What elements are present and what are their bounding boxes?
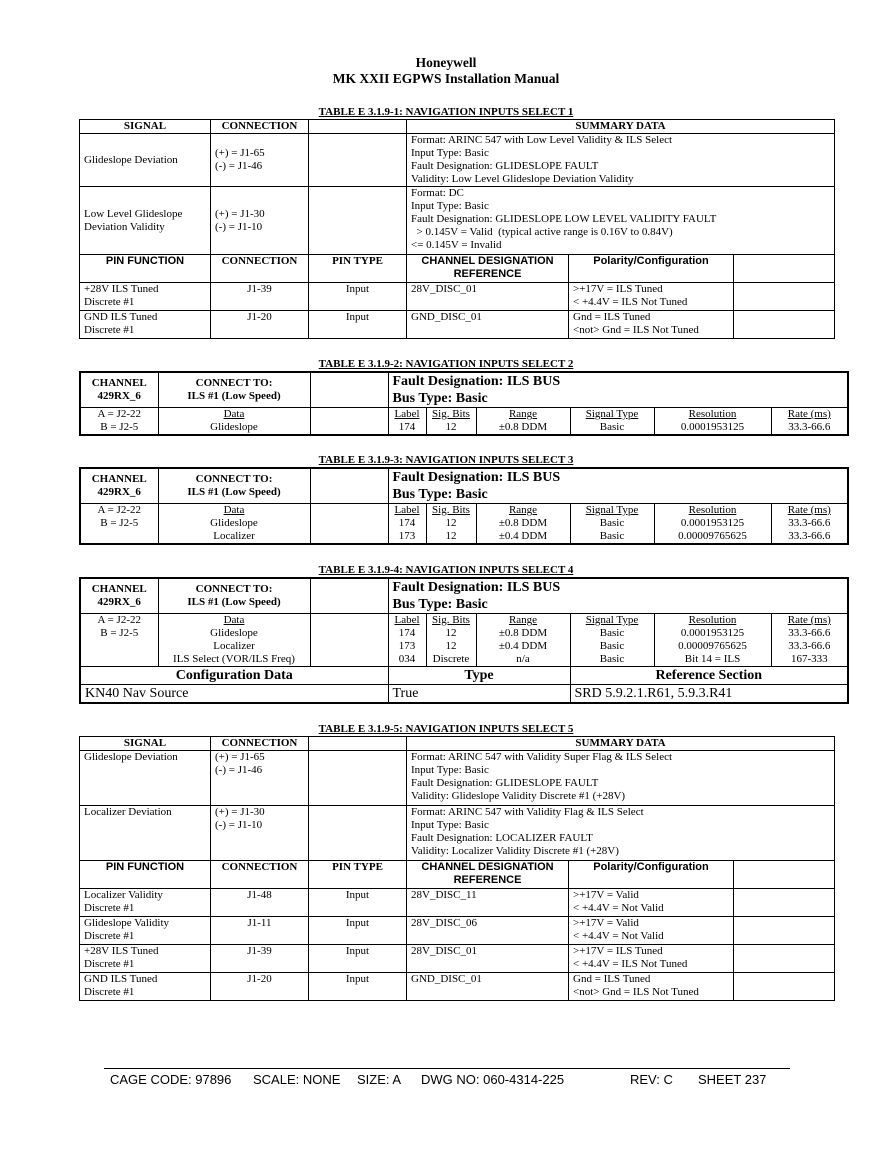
label-cell: 173 (388, 530, 426, 544)
col-header-pin-function: PIN FUNCTION (80, 255, 211, 283)
blank-cell (310, 504, 388, 518)
pin-type-cell: Input (309, 917, 407, 945)
blank-cell (734, 861, 835, 889)
summary-cell: Format: ARINC 547 with Validity Super Flag & ILS Select Input Type: Basic Fault Designation: GLIDESLOPE FAULT Validity: Glideslope Validity Discrete #1 (+28V) (407, 751, 835, 806)
pin-type-cell: Input (309, 945, 407, 973)
table-row (80, 751, 835, 806)
col-header-label: Label (388, 504, 426, 518)
signal-type-cell: Basic (570, 640, 654, 653)
col-header-data: Data (158, 504, 310, 518)
resolution-cell: 0.0001953125 (654, 421, 771, 435)
pin-connection-cell: J1-39 (211, 945, 309, 973)
col-header-label: Label (388, 408, 426, 422)
summary-cell: Format: ARINC 547 with Validity Flag & ILS Select Input Type: Basic Fault Designation: LOCALIZER FAULT Validity: Localizer Validity Discrete #1 (+28V) (407, 806, 835, 861)
fault-designation: Fault Designation: ILS BUS (392, 374, 561, 389)
pin-channel-cell: 28V_DISC_01 (407, 945, 569, 973)
sig-bits-cell: 12 (426, 640, 476, 653)
table5-caption: TABLE E 3.1.9-5: NAVIGATION INPUTS SELECT 5 (318, 723, 574, 735)
document-title: MK XXII EGPWS Installation Manual (332, 71, 560, 86)
table-row (80, 653, 848, 667)
connect-to-header: CONNECT TO: ILS #1 (Low Speed) (158, 578, 310, 614)
channel-header: CHANNEL 429RX_6 (80, 578, 158, 614)
blank-cell (309, 187, 407, 255)
blank-cell (310, 517, 388, 530)
pin-connection-cell: J1-39 (211, 283, 309, 311)
rate-cell: 167-333 (771, 653, 848, 667)
pin-type-cell: Input (309, 283, 407, 311)
table-row (80, 187, 835, 255)
table-row (80, 283, 835, 311)
pin-function-cell: Localizer Validity Discrete #1 (80, 889, 211, 917)
range-cell: ±0.4 DDM (476, 640, 570, 653)
blank-cell (310, 372, 388, 408)
size: SIZE: A (357, 1072, 402, 1087)
blank-cell (309, 806, 407, 861)
blank-cell (734, 255, 835, 283)
data-cell: Glideslope (158, 627, 310, 640)
rate-cell: 33.3-66.6 (771, 640, 848, 653)
table-row (80, 627, 848, 640)
col-header-sig-bits: Sig. Bits (426, 504, 476, 518)
summary-cell: Format: DC Input Type: Basic Fault Designation: GLIDESLOPE LOW LEVEL VALIDITY FAULT > 0.145V = Valid (typical active range is 0.16V to 0.84V) <= 0.145V = Invalid (407, 187, 835, 255)
data-cell: Glideslope (158, 421, 310, 435)
blank-cell (734, 973, 835, 1001)
pin-polarity-cell: >+17V = Valid < +4.4V = Not Valid (569, 917, 734, 945)
blank-cell (310, 408, 388, 422)
col-header-data: Data (158, 614, 310, 628)
revision: REV: C (630, 1072, 673, 1087)
col-header-pin-type: PIN TYPE (309, 255, 407, 283)
signal-cell: Glideslope Deviation (80, 134, 211, 187)
pin-b: B = J2-5 (80, 627, 158, 640)
connection-cell: (+) = J1-30 (-) = J1-10 (211, 806, 309, 861)
col-header-connection: CONNECTION (211, 120, 309, 134)
config-data-cell: KN40 Nav Source (80, 685, 388, 704)
footer (104, 1068, 790, 1089)
pin-function-cell: +28V ILS Tuned Discrete #1 (80, 945, 211, 973)
sig-bits-cell: 12 (426, 517, 476, 530)
signal-cell: Glideslope Deviation (80, 751, 211, 806)
rate-cell: 33.3-66.6 (771, 627, 848, 640)
data-cell: Localizer (158, 530, 310, 544)
col-header-polarity: Polarity/Configuration (569, 255, 734, 283)
col-header-summary: SUMMARY DATA (407, 737, 835, 751)
channel-header: CHANNEL 429RX_6 (80, 468, 158, 504)
table4 (79, 577, 849, 704)
col-header-channel: CHANNEL DESIGNATION REFERENCE (407, 861, 569, 889)
table-row (80, 917, 835, 945)
col-header-pin-type: PIN TYPE (309, 861, 407, 889)
data-cell: ILS Select (VOR/ILS Freq) (158, 653, 310, 667)
label-cell: 174 (388, 421, 426, 435)
col-header-sig-bits: Sig. Bits (426, 614, 476, 628)
table-row (80, 889, 835, 917)
table-row (80, 517, 848, 530)
range-cell: n/a (476, 653, 570, 667)
table3 (79, 467, 849, 545)
col-header-resolution: Resolution (654, 614, 771, 628)
sig-bits-cell: 12 (426, 421, 476, 435)
blank-cell (310, 627, 388, 640)
col-header-label: Label (388, 614, 426, 628)
pin-a: A = J2-22 (80, 614, 158, 628)
pin-connection-cell: J1-48 (211, 889, 309, 917)
document-company: Honeywell (415, 55, 477, 70)
table-row (80, 134, 835, 187)
table2 (79, 371, 849, 436)
pin-channel-cell: 28V_DISC_11 (407, 889, 569, 917)
pin-channel-cell: 28V_DISC_01 (407, 283, 569, 311)
range-cell: ±0.4 DDM (476, 530, 570, 544)
range-cell: ±0.8 DDM (476, 421, 570, 435)
col-header-signal-type: Signal Type (570, 614, 654, 628)
signal-type-cell: Basic (570, 530, 654, 544)
blank-cell (309, 120, 407, 134)
pin-function-cell: Glideslope Validity Discrete #1 (80, 917, 211, 945)
table3-caption: TABLE E 3.1.9-3: NAVIGATION INPUTS SELECT 3 (318, 454, 574, 466)
signal-type-cell: Basic (570, 627, 654, 640)
table1-caption: TABLE E 3.1.9-1: NAVIGATION INPUTS SELECT 1 (318, 106, 574, 118)
blank-cell (734, 311, 835, 339)
sig-bits-cell: Discrete (426, 653, 476, 667)
table-row (80, 421, 848, 435)
pin-a: A = J2-22 (80, 408, 158, 422)
bus-type: Bus Type: Basic (392, 487, 488, 502)
channel-header: CHANNEL 429RX_6 (80, 372, 158, 408)
data-cell: Localizer (158, 640, 310, 653)
pin-b: B = J2-5 (80, 517, 158, 530)
table-row (80, 806, 835, 861)
table-row (80, 530, 848, 544)
table4-caption: TABLE E 3.1.9-4: NAVIGATION INPUTS SELECT 4 (318, 564, 574, 576)
pin-function-cell: GND ILS Tuned Discrete #1 (80, 311, 211, 339)
fault-designation: Fault Designation: ILS BUS (392, 580, 561, 595)
pin-polarity-cell: >+17V = Valid < +4.4V = Not Valid (569, 889, 734, 917)
connection-cell: (+) = J1-30 (-) = J1-10 (211, 187, 309, 255)
blank-cell (310, 578, 388, 614)
signal-type-cell: Basic (570, 517, 654, 530)
pin-connection-cell: J1-11 (211, 917, 309, 945)
dwg-no: DWG NO: 060-4314-225 (421, 1072, 565, 1087)
bus-type: Bus Type: Basic (392, 597, 488, 612)
pin-a: A = J2-22 (80, 504, 158, 518)
pin-function-cell: GND ILS Tuned Discrete #1 (80, 973, 211, 1001)
range-cell: ±0.8 DDM (476, 627, 570, 640)
table-row (80, 945, 835, 973)
blank-cell (734, 889, 835, 917)
col-header-summary: SUMMARY DATA (407, 120, 835, 134)
rate-cell: 33.3-66.6 (771, 517, 848, 530)
signal-cell: Low Level Glideslope Deviation Validity (80, 187, 211, 255)
pin-connection-cell: J1-20 (211, 973, 309, 1001)
resolution-cell: 0.00009765625 (654, 640, 771, 653)
blank-cell (309, 737, 407, 751)
pin-connection-cell: J1-20 (211, 311, 309, 339)
resolution-cell: Bit 14 = ILS (654, 653, 771, 667)
signal-type-cell: Basic (570, 653, 654, 667)
blank-cell (734, 917, 835, 945)
resolution-cell: 0.0001953125 (654, 627, 771, 640)
blank-cell (309, 134, 407, 187)
col-header-resolution: Resolution (654, 504, 771, 518)
blank-cell (80, 530, 158, 544)
pin-function-cell: +28V ILS Tuned Discrete #1 (80, 283, 211, 311)
blank-cell (309, 751, 407, 806)
pin-type-cell: Input (309, 311, 407, 339)
bus-info (388, 372, 848, 408)
pin-b: B = J2-5 (80, 421, 158, 435)
blank-cell (734, 945, 835, 973)
table1 (79, 119, 835, 339)
blank-cell (310, 421, 388, 435)
sig-bits-cell: 12 (426, 530, 476, 544)
scale: SCALE: NONE (253, 1072, 341, 1087)
table-row (80, 311, 835, 339)
blank-cell (310, 530, 388, 544)
sheet-number: SHEET 237 (698, 1072, 767, 1087)
table-row (80, 640, 848, 653)
table-row (80, 973, 835, 1001)
pin-type-cell: Input (309, 889, 407, 917)
blank-cell (310, 653, 388, 667)
col-header-rate: Rate (ms) (771, 614, 848, 628)
table-row (80, 685, 848, 704)
col-header-connection: CONNECTION (211, 861, 309, 889)
range-cell: ±0.8 DDM (476, 517, 570, 530)
col-header-sig-bits: Sig. Bits (426, 408, 476, 422)
col-header-signal-type: Signal Type (570, 504, 654, 518)
rate-cell: 33.3-66.6 (771, 421, 848, 435)
col-header-range: Range (476, 504, 570, 518)
signal-cell: Localizer Deviation (80, 806, 211, 861)
blank-cell (310, 640, 388, 653)
col-header-resolution: Resolution (654, 408, 771, 422)
config-type-header: Type (388, 667, 570, 685)
connect-to-header: CONNECT TO: ILS #1 (Low Speed) (158, 372, 310, 408)
pin-polarity-cell: >+17V = ILS Tuned < +4.4V = ILS Not Tuned (569, 945, 734, 973)
col-header-polarity: Polarity/Configuration (569, 861, 734, 889)
config-reference-cell: SRD 5.9.2.1.R61, 5.9.3.R41 (570, 685, 848, 704)
summary-cell: Format: ARINC 547 with Low Level Validity & ILS Select Input Type: Basic Fault Designation: GLIDESLOPE FAULT Validity: Low Level Glideslope Deviation Validity (407, 134, 835, 187)
table2-caption: TABLE E 3.1.9-2: NAVIGATION INPUTS SELECT 2 (318, 358, 574, 370)
connection-cell: (+) = J1-65 (-) = J1-46 (211, 751, 309, 806)
blank-cell (310, 614, 388, 628)
data-cell: Glideslope (158, 517, 310, 530)
col-header-pin-function: PIN FUNCTION (80, 861, 211, 889)
pin-type-cell: Input (309, 973, 407, 1001)
blank-cell (80, 640, 158, 653)
bus-info (388, 578, 848, 614)
connect-to-header: CONNECT TO: ILS #1 (Low Speed) (158, 468, 310, 504)
col-header-data: Data (158, 408, 310, 422)
col-header-range: Range (476, 614, 570, 628)
resolution-cell: 0.0001953125 (654, 517, 771, 530)
resolution-cell: 0.00009765625 (654, 530, 771, 544)
config-reference-header: Reference Section (570, 667, 848, 685)
bus-type: Bus Type: Basic (392, 391, 488, 406)
signal-type-cell: Basic (570, 421, 654, 435)
blank-cell (310, 468, 388, 504)
pin-polarity-cell: Gnd = ILS Tuned <not> Gnd = ILS Not Tuned (569, 973, 734, 1001)
sig-bits-cell: 12 (426, 627, 476, 640)
rate-cell: 33.3-66.6 (771, 530, 848, 544)
pin-channel-cell: 28V_DISC_06 (407, 917, 569, 945)
blank-cell (734, 283, 835, 311)
label-cell: 173 (388, 640, 426, 653)
col-header-signal: SIGNAL (80, 120, 211, 134)
fault-designation: Fault Designation: ILS BUS (392, 470, 561, 485)
connection-cell: (+) = J1-65 (-) = J1-46 (211, 134, 309, 187)
label-cell: 034 (388, 653, 426, 667)
config-data-header: Configuration Data (80, 667, 388, 685)
col-header-channel: CHANNEL DESIGNATION REFERENCE (407, 255, 569, 283)
cage-code: CAGE CODE: 97896 (110, 1072, 232, 1087)
col-header-rate: Rate (ms) (771, 504, 848, 518)
col-header-connection: CONNECTION (211, 737, 309, 751)
pin-polarity-cell: >+17V = ILS Tuned < +4.4V = ILS Not Tuned (569, 283, 734, 311)
pin-channel-cell: GND_DISC_01 (407, 311, 569, 339)
label-cell: 174 (388, 627, 426, 640)
col-header-connection: CONNECTION (211, 255, 309, 283)
pin-channel-cell: GND_DISC_01 (407, 973, 569, 1001)
blank-cell (80, 653, 158, 667)
config-type-cell: True (388, 685, 570, 704)
label-cell: 174 (388, 517, 426, 530)
col-header-range: Range (476, 408, 570, 422)
col-header-signal: SIGNAL (80, 737, 211, 751)
pin-polarity-cell: Gnd = ILS Tuned <not> Gnd = ILS Not Tuned (569, 311, 734, 339)
bus-info (388, 468, 848, 504)
table5 (79, 736, 835, 1001)
col-header-signal-type: Signal Type (570, 408, 654, 422)
col-header-rate: Rate (ms) (771, 408, 848, 422)
